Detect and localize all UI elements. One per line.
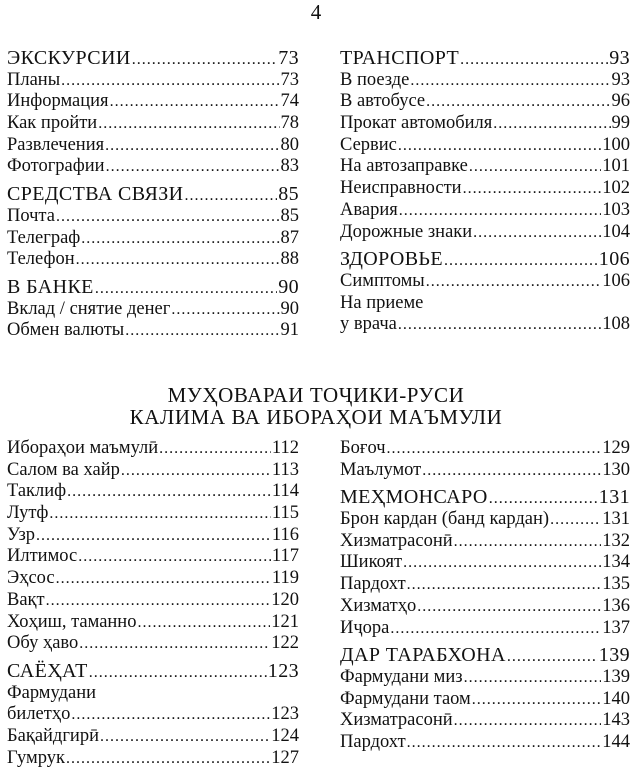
toc-entry-label: На автозаправке: [340, 156, 468, 177]
dot-leader: [98, 116, 279, 132]
toc-entry-page: 127: [271, 747, 299, 768]
dot-leader: [56, 571, 271, 587]
dot-leader: [454, 534, 602, 550]
dot-leader: [407, 735, 602, 751]
dot-leader: [550, 512, 601, 528]
toc-entry: [340, 200, 630, 222]
toc-section-heading: [7, 48, 299, 70]
toc-entry: [340, 178, 630, 200]
toc-entry-label: Пардохт: [340, 574, 406, 595]
toc-entry-page: 108: [602, 314, 630, 335]
dot-leader: [399, 203, 602, 219]
toc-entry: [340, 732, 630, 754]
toc-entry: [7, 206, 299, 228]
toc-entry: [7, 70, 299, 92]
toc-column-right-1: [340, 48, 630, 336]
toc-entry-label: В автобусе: [340, 91, 426, 112]
toc-entry: [340, 618, 630, 640]
toc-section-heading: [340, 487, 630, 509]
toc-entry-page: 143: [602, 710, 630, 731]
toc-entry: [7, 546, 299, 568]
toc-entry-page: 121: [271, 611, 299, 632]
toc-entry-label: Хизматҳо: [340, 595, 417, 616]
toc-entry: [7, 568, 299, 590]
toc-entry-label: Обу ҳаво: [7, 633, 79, 654]
toc-entry: [340, 91, 630, 113]
toc-entry-label: Сервис: [340, 134, 397, 155]
toc-entry-page: 85: [278, 183, 299, 206]
toc-entry-label: Хоҳиш, таманно: [7, 611, 137, 632]
toc-entry-page: 100: [602, 134, 630, 155]
dot-leader: [398, 317, 601, 333]
toc-entry-page: 73: [278, 47, 299, 69]
dot-leader: [460, 52, 608, 68]
dot-leader: [472, 692, 601, 708]
toc-entry-label: Узр: [7, 524, 36, 545]
toc-entry: [7, 704, 299, 726]
toc-entry-label: Гумрук: [7, 747, 65, 768]
toc-entry-label: Фотографии: [7, 156, 105, 177]
toc-entry: [340, 531, 630, 553]
toc-entry-page: 139: [598, 644, 630, 667]
dot-leader: [49, 506, 271, 522]
dot-leader: [121, 463, 271, 479]
toc-entry-label: СРЕДСТВА СВЯЗИ: [7, 183, 184, 206]
toc-entry-label: Как пройти: [7, 113, 98, 134]
dot-leader: [493, 116, 610, 132]
toc-entry-page: 74: [280, 91, 299, 112]
toc-section-heading: [7, 277, 299, 299]
toc-entry: [340, 314, 630, 336]
toc-entry-label: Вклад / снятие денег: [7, 298, 171, 319]
toc-entry-page: 99: [611, 113, 630, 134]
toc-entry: [340, 596, 630, 618]
toc-entry: [7, 633, 299, 655]
toc-entry-page: 132: [602, 530, 630, 551]
toc-entry: [7, 135, 299, 157]
toc-entry: [340, 460, 630, 482]
dot-leader: [390, 621, 601, 637]
dot-leader: [473, 225, 601, 241]
toc-entry-label: ТРАНСПОРТ: [340, 47, 460, 69]
toc-entry: [340, 438, 630, 460]
dot-leader: [417, 599, 601, 615]
toc-entry: [7, 590, 299, 612]
toc-entry-label: Шикоят: [340, 552, 403, 573]
toc-entry: [340, 135, 630, 157]
toc-entry-label: ЭКСКУРСИИ: [7, 47, 131, 69]
dot-leader: [56, 209, 280, 225]
toc-section-heading: [340, 249, 630, 271]
toc-entry-label: Хизматрасонӣ: [340, 530, 453, 551]
toc-entry-label: билетҳо: [7, 704, 71, 725]
toc-entry-label: Дорожные знаки: [340, 221, 473, 242]
toc-entry-label: Ибораҳои маъмулӣ: [7, 438, 159, 458]
dot-leader: [489, 491, 598, 507]
toc-section-heading: [7, 184, 299, 206]
toc-entry: [7, 228, 299, 250]
toc-entry-page: 93: [609, 47, 630, 69]
toc-entry-label: Обмен валюты: [7, 320, 125, 341]
dot-leader: [71, 707, 270, 723]
toc-entry: [7, 481, 299, 503]
toc-entry-label: ЗДОРОВЬЕ: [340, 248, 443, 271]
toc-entry-page: 140: [602, 688, 630, 709]
toc-entry-page: 119: [271, 568, 299, 589]
toc-entry-label: Прокат автомобиля: [340, 113, 493, 134]
toc-entry-page: 134: [602, 552, 630, 573]
toc-entry-label: В БАНКЕ: [7, 275, 94, 298]
toc-entry: [7, 525, 299, 547]
toc-entry-label: Эҳсос: [7, 568, 55, 589]
toc-entry-page: 129: [602, 438, 630, 458]
toc-entry: [340, 509, 630, 531]
dot-leader: [78, 549, 271, 565]
toc-entry-page: 103: [602, 199, 630, 220]
toc-entry: [340, 667, 630, 689]
toc-section-heading: [7, 661, 299, 683]
toc-entry-page: 91: [280, 320, 299, 341]
toc-entry-label: Бақайдгирӣ: [7, 725, 99, 746]
toc-entry-page: 114: [271, 481, 299, 502]
dot-leader: [81, 231, 279, 247]
toc-entry: [340, 70, 630, 92]
page-number: 4: [310, 0, 322, 24]
toc-entry-page: 88: [280, 249, 299, 270]
dot-leader: [464, 670, 602, 686]
dot-leader: [444, 253, 598, 269]
toc-entry-page: 144: [602, 731, 630, 752]
toc-entry-label: САЁҲАТ: [7, 659, 88, 682]
toc-entry-page: 123: [271, 704, 299, 725]
toc-entry-page: 130: [602, 459, 630, 480]
toc-entry-page: 131: [602, 509, 630, 530]
section-heading-line1: МУҲОВАРАИ ТОҶИКИ-РУСИ: [167, 383, 465, 407]
toc-column-left-2: [7, 438, 299, 769]
toc-entry-page: 115: [271, 503, 299, 524]
dot-leader: [61, 73, 279, 89]
toc-entry-label: Иҷора: [340, 617, 390, 638]
dot-leader: [407, 577, 602, 593]
toc-entry-label: Почта: [7, 205, 55, 226]
dot-leader: [507, 649, 598, 665]
toc-entry-page: 87: [280, 227, 299, 248]
dot-leader: [403, 555, 601, 571]
toc-entry: [7, 113, 299, 135]
toc-entry-page: 78: [280, 113, 299, 134]
toc-entry-page: 117: [271, 546, 299, 567]
toc-entry-label: Симптомы: [340, 270, 425, 291]
dot-leader: [110, 94, 280, 110]
dot-leader: [426, 274, 602, 290]
toc-entry-label: ДАР ТАРАБХОНА: [340, 644, 506, 667]
toc-column-left-1: [7, 48, 299, 342]
toc-entry-label: Таклиф: [7, 481, 67, 502]
dot-leader: [410, 73, 610, 89]
dot-leader: [159, 441, 271, 457]
dot-leader: [469, 159, 601, 175]
toc-entry-label: Информация: [7, 91, 109, 112]
toc-entry: [7, 683, 299, 705]
toc-entry-label: Маълумот: [340, 459, 422, 480]
dot-leader: [426, 94, 610, 110]
toc-entry-page: 120: [271, 589, 299, 610]
toc-entry: [7, 249, 299, 271]
toc-entry: [7, 726, 299, 748]
dot-leader: [105, 138, 279, 154]
toc-entry-page: 122: [271, 633, 299, 654]
toc-entry-label: Фармудани миз: [340, 666, 463, 687]
toc-entry-label: Салом ва хайр: [7, 459, 120, 480]
toc-entry-label: Развлечения: [7, 134, 105, 155]
dot-leader: [171, 302, 279, 318]
dot-leader: [463, 181, 602, 197]
toc-entry: [340, 113, 630, 135]
toc-entry-label: Хизматрасонӣ: [340, 710, 453, 731]
toc-entry-label: На приеме: [340, 292, 424, 313]
toc-column-right-2: [340, 438, 630, 754]
toc-entry-page: 131: [598, 486, 630, 509]
toc-entry: [340, 271, 630, 293]
toc-entry-label: Вақт: [7, 589, 45, 610]
toc-entry-label: Фармудани таом: [340, 688, 471, 709]
toc-entry-page: 85: [280, 205, 299, 226]
toc-entry-page: 139: [602, 666, 630, 687]
dot-leader: [185, 188, 278, 204]
toc-entry-label: МЕҲМОНСАРО: [340, 486, 488, 509]
toc-entry-label: Планы: [7, 69, 61, 90]
toc-entry-page: 90: [280, 298, 299, 319]
toc-entry-page: 102: [602, 178, 630, 199]
toc-entry: [7, 320, 299, 342]
toc-entry-page: 106: [598, 248, 630, 271]
toc-entry: [340, 156, 630, 178]
toc-entry: [7, 91, 299, 113]
toc-entry-page: 113: [271, 459, 299, 480]
toc-entry: [340, 222, 630, 244]
dot-leader: [137, 615, 270, 631]
section-heading-line2: КАЛИМА ВА ИБОРАҲОИ МАЪМУЛИ: [129, 405, 503, 429]
toc-entry: [340, 552, 630, 574]
toc-entry: [7, 503, 299, 525]
toc-entry-page: 112: [271, 438, 299, 458]
toc-entry-page: 106: [602, 270, 630, 291]
toc-entry-page: 101: [602, 156, 630, 177]
toc-entry-label: Илтимос: [7, 546, 78, 567]
toc-entry-page: 104: [602, 221, 630, 242]
toc-entry: [7, 438, 299, 460]
toc-entry-label: Авария: [340, 199, 398, 220]
dot-leader: [79, 636, 270, 652]
toc-entry: [7, 156, 299, 178]
toc-entry: [340, 293, 630, 315]
dot-leader: [66, 751, 270, 767]
toc-entry-page: 80: [280, 134, 299, 155]
dot-leader: [46, 593, 271, 609]
dot-leader: [106, 159, 280, 175]
toc-section-heading: [340, 48, 630, 70]
toc-entry: [340, 574, 630, 596]
toc-entry-page: 137: [602, 617, 630, 638]
dot-leader: [454, 713, 602, 729]
toc-entry-page: 135: [602, 574, 630, 595]
toc-entry-label: у врача: [340, 314, 397, 335]
toc-entry-page: 96: [611, 91, 630, 112]
toc-entry-label: Телефон: [7, 249, 75, 270]
toc-entry-label: Фармудани: [7, 682, 97, 703]
dot-leader: [125, 323, 279, 339]
toc-entry-label: Неисправности: [340, 178, 462, 199]
toc-entry-page: 73: [280, 69, 299, 90]
dot-leader: [387, 441, 602, 457]
dot-leader: [398, 138, 601, 154]
toc-entry-page: 83: [280, 156, 299, 177]
dot-leader: [89, 665, 267, 681]
dot-leader: [100, 729, 270, 745]
toc-entry-page: 124: [271, 725, 299, 746]
dot-leader: [422, 463, 601, 479]
toc-entry: [340, 710, 630, 732]
toc-entry-label: Брон кардан (банд кардан): [340, 509, 550, 530]
toc-entry-page: 123: [267, 659, 299, 682]
toc-entry-page: 93: [611, 69, 630, 90]
dot-leader: [132, 52, 278, 68]
toc-entry: [7, 460, 299, 482]
toc-entry: [7, 299, 299, 321]
dot-leader: [36, 528, 271, 544]
toc-entry-label: Телеграф: [7, 227, 81, 248]
toc-entry-label: В поезде: [340, 69, 410, 90]
toc-entry-page: 116: [271, 524, 299, 545]
dot-leader: [95, 281, 277, 297]
dot-leader: [67, 484, 271, 500]
toc-entry: [7, 612, 299, 634]
toc-entry-label: Пардохт: [340, 731, 406, 752]
toc-entry: [7, 748, 299, 769]
toc-entry-label: Боғоч: [340, 438, 386, 458]
toc-entry-page: 136: [602, 595, 630, 616]
toc-entry-page: 90: [278, 275, 299, 298]
toc-entry: [340, 689, 630, 711]
toc-section-heading: [340, 645, 630, 667]
dot-leader: [76, 252, 280, 268]
toc-entry-label: Лутф: [7, 503, 49, 524]
